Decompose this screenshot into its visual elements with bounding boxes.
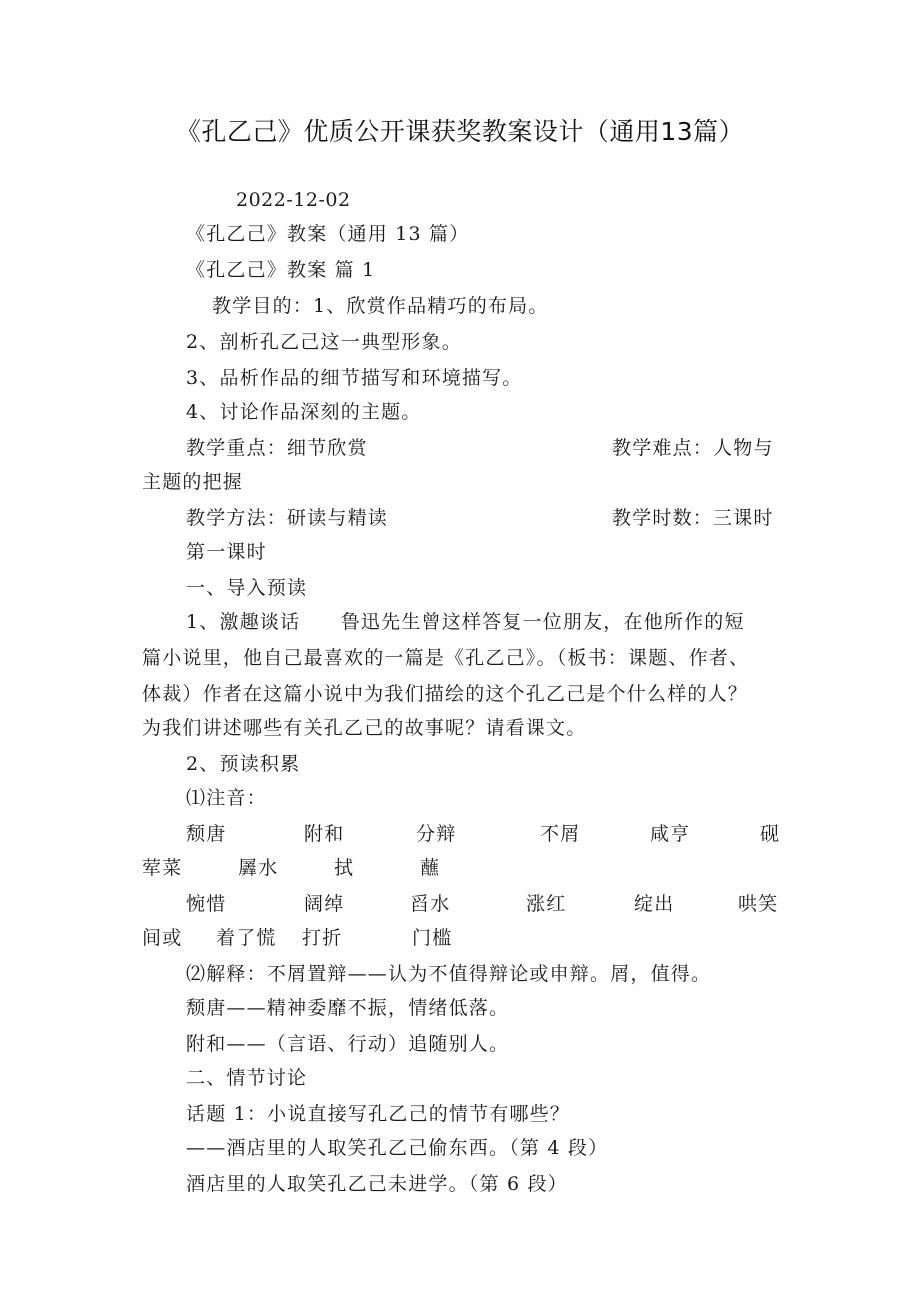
subtitle: 《孔乙己》教案（通用 13 篇） [186, 223, 470, 245]
paragraph: 附和——（言语、行动）追随别人。 [186, 1033, 510, 1055]
lesson-heading: 第一课时 [186, 541, 267, 563]
key-point: 教学重点：细节欣赏 [186, 437, 368, 459]
paragraph: ——酒店里的人取笑孔乙己偷东西。（第 4 段） [186, 1137, 609, 1159]
vocab-word: 哄笑 [738, 893, 779, 915]
method: 教学方法：研读与精读 [186, 507, 389, 529]
paragraph: ⑴注音： [186, 787, 267, 809]
paragraph: 颓唐——精神委靡不振，情绪低落。 [186, 997, 510, 1019]
vocab-word: 绽出 [634, 893, 675, 915]
vocab-word: 阔绰 [304, 893, 345, 915]
vocab-word: 砚 [760, 823, 781, 845]
paragraph: 为我们讲述哪些有关孔乙己的故事呢？请看课文。 [142, 717, 587, 739]
section-heading: 《孔乙己》教案 篇 1 [186, 259, 376, 281]
vocab-word: 分辩 [416, 823, 457, 845]
vocab-word: 咸亨 [650, 823, 691, 845]
paragraph: 2、剖析孔乙己这一典型形象。 [186, 331, 462, 353]
paragraph: 4、讨论作品深刻的主题。 [186, 401, 422, 423]
paragraph: 酒店里的人取笑孔乙己未进学。（第 6 段） [186, 1173, 568, 1195]
paragraph: 教学目的：1、欣赏作品精巧的布局。 [212, 295, 549, 317]
paragraph: 2、预读积累 [186, 753, 301, 775]
vocab-word: 门槛 [412, 927, 453, 949]
vocab-word: 荤菜 [142, 857, 183, 879]
section-heading: 一、导入预读 [186, 577, 308, 599]
document-title: 《孔乙己》优质公开课获奖教案设计（通用13篇） [175, 117, 745, 146]
paragraph: 3、品析作品的细节描写和环境描写。 [186, 367, 523, 389]
paragraph: ⑵解释：不屑置辩——认为不值得辩论或申辩。屑，值得。 [186, 963, 712, 985]
vocab-word: 羼水 [238, 857, 279, 879]
vocab-word: 颓唐 [186, 823, 227, 845]
paragraph: 话题 1：小说直接写孔乙己的情节有哪些？ [186, 1103, 571, 1125]
document-date: 2022-12-02 [236, 189, 351, 211]
section-heading: 二、情节讨论 [186, 1067, 308, 1089]
vocab-word: 蘸 [420, 857, 441, 879]
vocab-word: 涨红 [526, 893, 567, 915]
vocab-word: 附和 [304, 823, 345, 845]
vocab-word: 间或 [142, 927, 183, 949]
difficulty-continued: 主题的把握 [142, 471, 244, 493]
vocab-word: 不屑 [540, 823, 581, 845]
difficulty: 教学难点：人物与 [612, 437, 774, 459]
paragraph: 篇小说里，他自己最喜欢的一篇是《孔乙己》。（板书：课题、作者、 [142, 647, 750, 669]
vocab-word: 着了慌 [216, 927, 277, 949]
vocab-word: 拭 [334, 857, 355, 879]
vocab-word: 惋惜 [186, 893, 227, 915]
paragraph: 体裁）作者在这篇小说中为我们描绘的这个孔乙己是个什么样的人？ [142, 683, 749, 705]
hours: 教学时数：三课时 [612, 507, 774, 529]
vocab-word: 舀水 [410, 893, 451, 915]
vocab-word: 打折 [302, 927, 343, 949]
paragraph: 1、激趣谈话 鲁迅先生曾这样答复一位朋友，在他所作的短 [186, 611, 745, 633]
